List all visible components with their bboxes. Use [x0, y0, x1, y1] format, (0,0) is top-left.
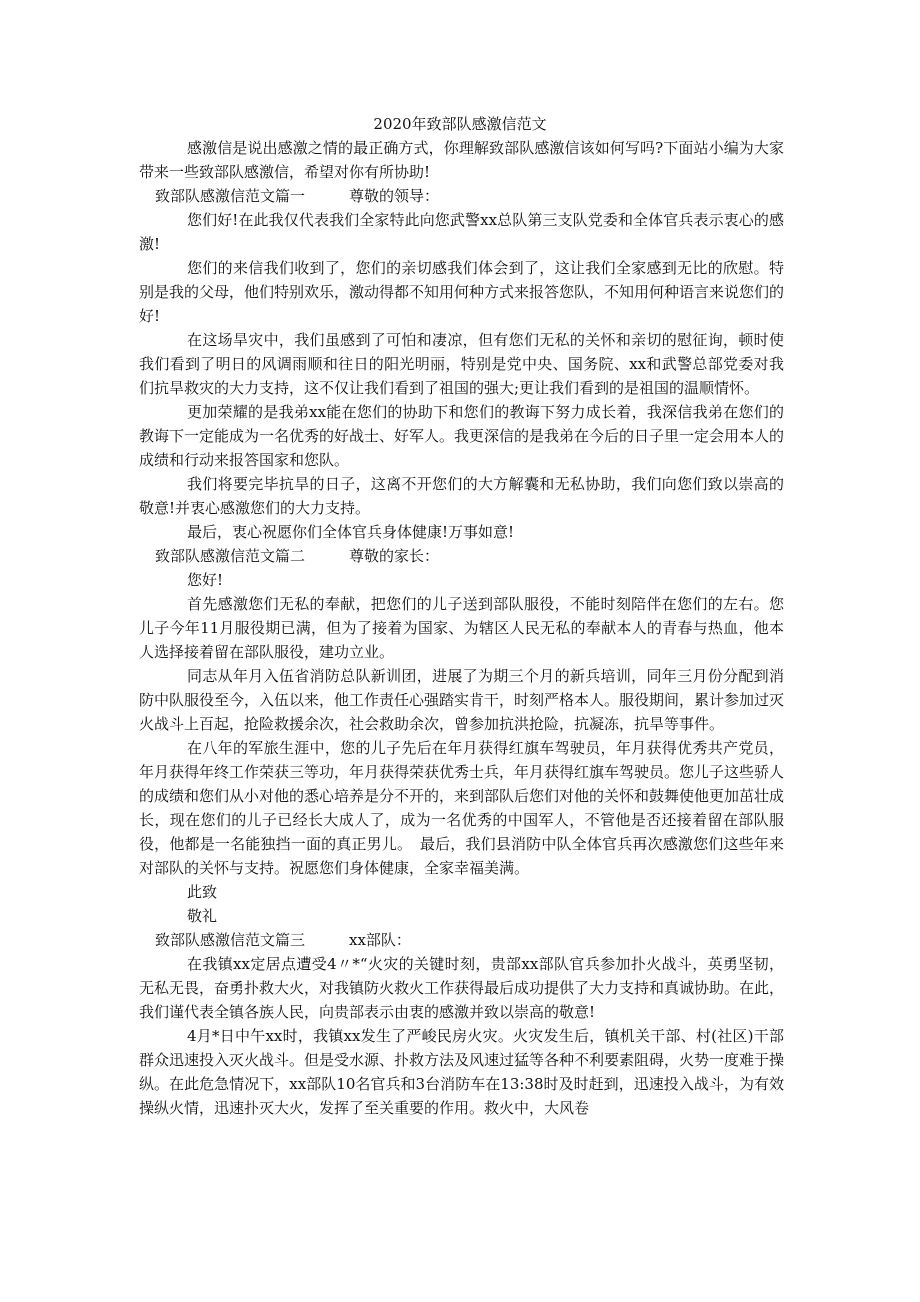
section-heading-2 [139, 544, 784, 568]
document-body [139, 136, 784, 1120]
paragraph: 您们好!在此我仅代表我们全家特此向您武警xx总队第三支队党委和全体官兵表示衷心的感激! [139, 211, 784, 253]
section-title: 致部队感激信范文篇三 [155, 931, 306, 949]
salutation: 尊敬的家长： [349, 547, 440, 565]
paragraph: 在这场旱灾中，我们虽感到了可怕和凄凉，但有您们无私的关怀和亲切的慰征询，顿时使我们看到了明日的风调雨顺和往日的阳光明丽，特别是党中央、国务院、xx和武警总部党委对我们抗旱救灾的大力支持，这不仅让我们看到了祖国的强大;更让我们看到的是祖国的温顺情怀。 [139, 331, 784, 397]
paragraph: 首先感激您们无私的奉献，把您们的儿子送到部队服役，不能时刻陪伴在您们的左右。您儿子今年11月服役期已满，但为了接着为国家、为辖区人民无私的奉献本人的青春与热血，他本人选择接着留在部队服役，建功立业。 [139, 595, 784, 661]
paragraph: 更加荣耀的是我弟xx能在您们的协助下和您们的教诲下努力成长着，我深信我弟在您们的教诲下一定能成为一名优秀的好战士、好军人。我更深信的是我弟在今后的日子里一定会用本人的成绩和行动来报答国家和您队。 [139, 403, 785, 469]
section-title: 致部队感激信范文篇一 [155, 187, 306, 205]
closing-line: 敬礼 [187, 907, 218, 925]
section-title: 致部队感激信范文篇二 [155, 547, 306, 565]
paragraph: 最后，衷心祝愿你们全体官兵身体健康!万事如意! [187, 523, 515, 541]
section-heading-1 [139, 184, 784, 208]
salutation: xx部队： [349, 931, 411, 949]
salutation: 尊敬的领导： [349, 187, 440, 205]
paragraph: 您好! [187, 571, 224, 589]
section-heading-3 [139, 928, 784, 952]
paragraph: 4月*日中午xx时，我镇xx发生了严峻民房火灾。火灾发生后，镇机关干部、村(社区)干部群众迅速投入灭火战斗。但是受水源、扑救方法及风速过猛等各种不利要素阻碍，火势一度难于操纵。在此危急情况下，xx部队10名官兵和3台消防车在13:38时及时赶到，迅速投入战斗，为有效操纵火情，迅速扑灭大火，发挥了至关重要的作用。救火中，大风卷 [139, 1027, 785, 1117]
document-title: 2020年致部队感激信范文 [373, 115, 547, 133]
paragraph: 同志从年月入伍省消防总队新训团，进展了为期三个月的新兵培训，同年三月份分配到消防中队服役至今，入伍以来，他工作责任心强踏实肯干，时刻严格本人。服役期间，累计参加过灭火战斗上百起，抢险救援余次，社会救助余次，曾参加抗洪抢险，抗凝冻，抗旱等事件。 [139, 667, 785, 733]
paragraph: 您们的来信我们收到了，您们的亲切感我们体会到了，这让我们全家感到无比的欣慰。特别是我的父母，他们特别欢乐，激动得都不知用何种方式来报答您队，不知用何种语言来说您们的好! [139, 259, 785, 325]
paragraph: 在八年的军旅生涯中，您的儿子先后在年月获得红旗车驾驶员，年月获得优秀共产党员，年月获得年终工作荣获三等功，年月获得荣获优秀士兵，年月获得红旗车驾驶员。您儿子这些骄人的成绩和您们从小对他的悉心培养是分不开的，来到部队后您们对他的关怀和鼓舞使他更加茁壮成长，现在您们的儿子已经长大成人了，成为一名优秀的中国军人，不管他是否还接着留在部队服役，他都是一名能独挡一面的真正男儿。 最后，我们县消防中队全体官兵再次感激您们这些年来对部队的关怀与支持。祝愿您们身体健康，全家幸福美满。 [139, 739, 785, 877]
closing-line: 此致 [187, 883, 218, 901]
paragraph: 感激信是说出感激之情的最正确方式，你理解致部队感激信该如何写吗?下面站小编为大家带来一些致部队感激信，希望对你有所协助! [139, 139, 784, 181]
paragraph: 我们将要完毕抗旱的日子，这离不开您们的大方解囊和无私协助，我们向您们致以崇高的敬意!并衷心感激您们的大力支持。 [139, 475, 784, 517]
paragraph: 在我镇xx定居点遭受4〃*“火灾的关键时刻，贵部xx部队官兵参加扑火战斗，英勇坚韧，无私无畏，奋勇扑救大火，对我镇防火救火工作获得最后成功提供了大力支持和真诚协助。在此，我们谨代表全镇各族人民，向贵部表示由衷的感激并致以崇高的敬意! [139, 955, 785, 1021]
